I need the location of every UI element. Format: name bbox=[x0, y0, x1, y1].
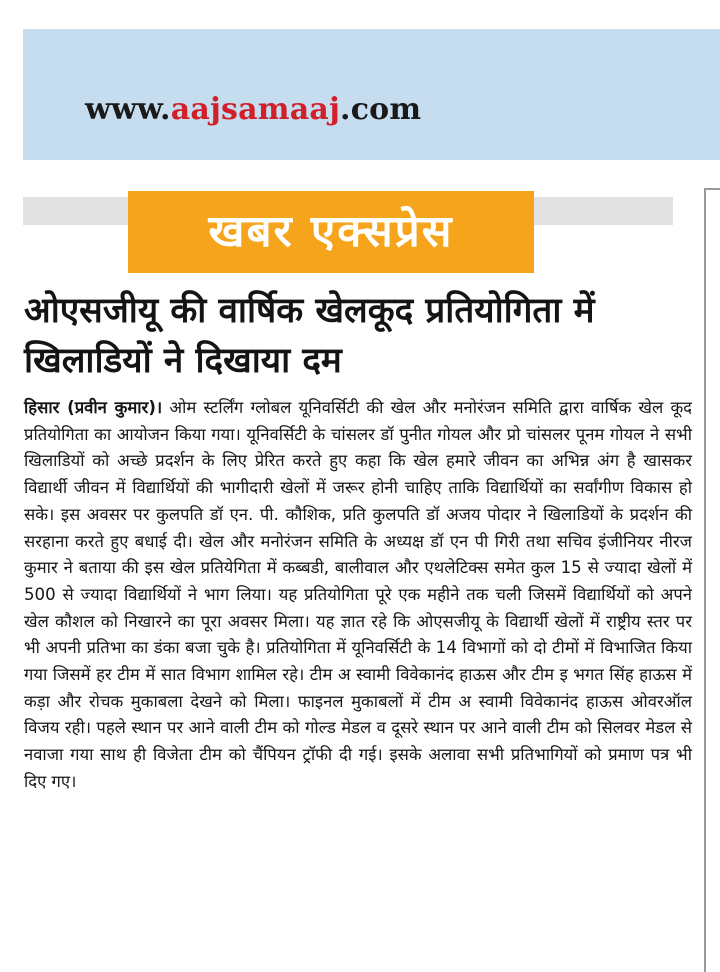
site-url[interactable] bbox=[85, 92, 421, 127]
article-dateline: हिसार (प्रवीन कुमार)। bbox=[24, 398, 163, 417]
site-url-suffix: .com bbox=[340, 92, 422, 127]
column-divider bbox=[704, 188, 720, 972]
article-text: ओम स्टर्लिंग ग्लोबल यूनिवर्सिटी की खेल और मनोरंजन समिति द्वारा वार्षिक खेल कूद प्रतियोगिता का आयोजन किया गया। यूनिवर्सिटी के चांसलर डॉ पुनीत गोयल और प्रो चांसलर पूनम गोयल ने सभी खिलाडियों को अच्छे प्रदर्शन के लिए प्रेरित करते हुए कहा कि खेल हमारे जीवन का अभिन्न अंग है खासकर विद्यार्थी जीवन में विद्यार्थियों की भागीदारी खेलों में जरूर होनी चाहिए ताकि विद्यार्थियों का सर्वांगीण विकास हो सके। इस अवसर पर कुलपति डॉ एन. पी. कौशिक, प्रति कुलपति डॉ अजय पोदार ने खिलाडियों के प्रदर्शन की सरहाना करते हुए बधाई दी। खेल और मनोरंजन समिति के अध्यक्ष डॉ एन पी गिरी तथा सचिव इंजीनियर नीरज कुमार ने बताया की इस खेल प्रतियेगिता में कब्बडी, बालीवाल और एथलेटिक्स समेत कुल 15 से ज्यादा खेलों में 500 से ज्यादा विद्यार्थियों ने भाग लिया। यह प्रतियोगिता पूरे एक महीने तक चली जिसमें विद्यार्थियों को अपने खेल कौशल को निखारने का पूरा अवसर मिला। यह ज्ञात रहे कि ओएसजीयू के विद्यार्थी खेलों में राष्ट्रीय स्तर पर भी अपनी प्रतिभा का डंका बजा चुके है। प्रतियोगिता में यूनिवर्सिटी के 14 विभागों को दो टीमों में विभाजित किया गया जिसमें हर टीम में सात विभाग शामिल रहे। टीम अ स्वामी विवेकानंद हाऊस और टीम इ भगत सिंह हाऊस में कड़ा और रोचक मुकाबला देखने को मिला। फाइनल मुकाबलों में टीम अ स्वामी विवेकानंद हाऊस ओवरऑल विजय रही। पहले स्थान पर आने वाली टीम को गोल्ड मेडल व दूसरे स्थान पर आने वाली टीम को सिलवर मेडल से नवाजा गया साथ ही विजेता टीम को चैंपियन ट्रॉफी दी गई। इसके अलावा सभी प्रतिभागियों को प्रमाण पत्र भी दिए गए। bbox=[24, 398, 692, 791]
article-headline: ओएसजीयू की वार्षिक खेलकूद प्रतियोगिता में खिलाडियों ने दिखाया दम bbox=[24, 291, 595, 381]
article-body bbox=[24, 395, 692, 796]
site-url-brand: aajsamaaj bbox=[170, 92, 341, 127]
section-label: खबर एक्सप्रेस bbox=[208, 206, 454, 257]
site-url-prefix: www. bbox=[85, 92, 171, 127]
